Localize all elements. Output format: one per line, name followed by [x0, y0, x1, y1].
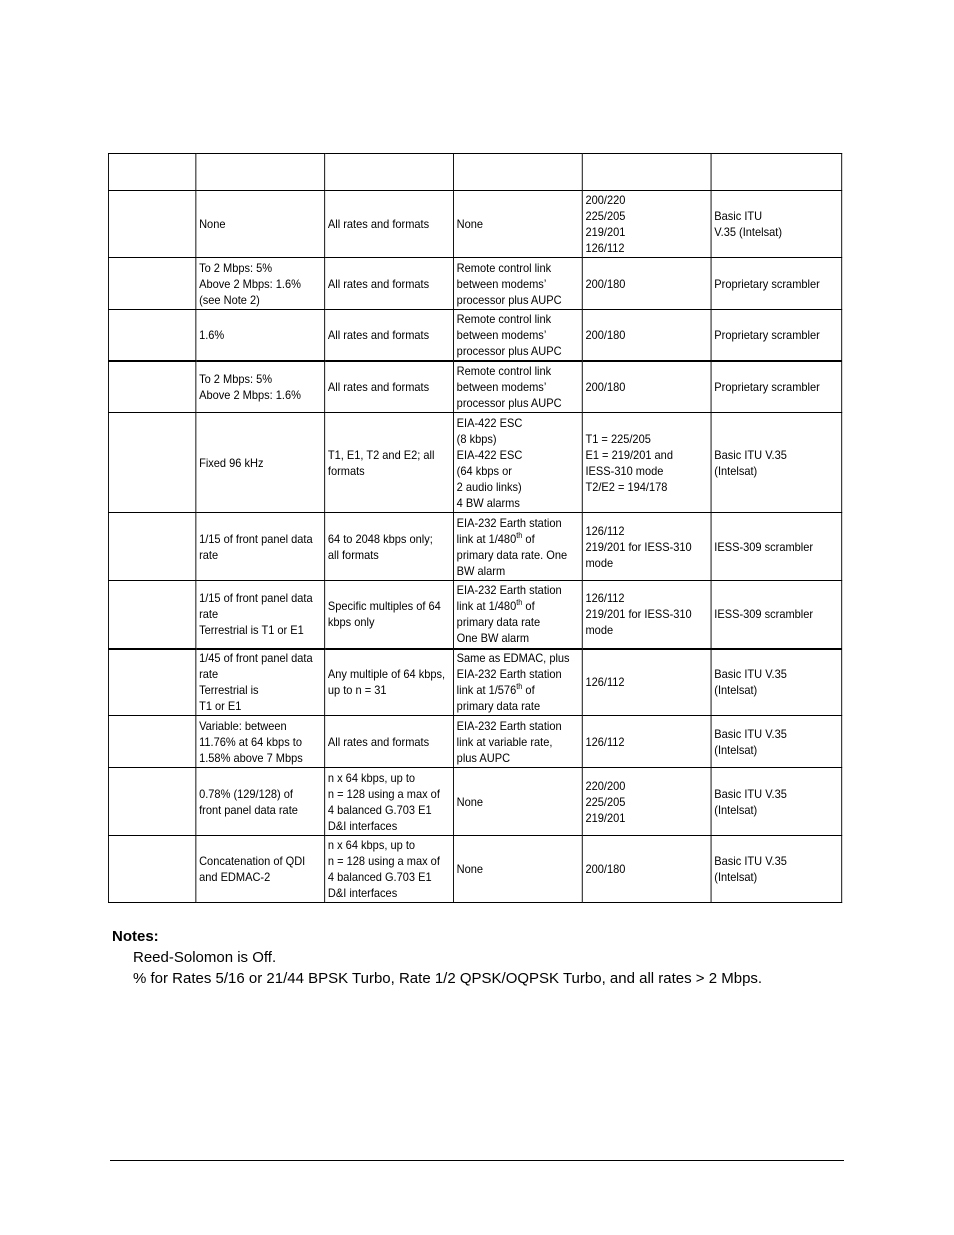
header-cell	[711, 154, 842, 191]
table-cell: Proprietary scrambler	[711, 361, 842, 413]
table-row	[108, 581, 841, 649]
table-cell: Remote control link between modems’ processor plus AUPC	[453, 310, 582, 361]
table-cell: Basic ITU V.35 (Intelsat)	[711, 836, 842, 903]
table-cell	[108, 581, 195, 649]
cell-text: of primary data rate One BW alarm	[456, 599, 541, 646]
table-cell: 126/112 219/201 for IESS-310 mode	[582, 513, 711, 581]
table-cell: 126/112	[582, 649, 711, 716]
table-cell: IESS-309 scrambler	[711, 581, 842, 649]
table-cell: Remote control link between modems’ processor plus AUPC	[453, 258, 582, 310]
header-cell	[196, 154, 325, 191]
table-cell: 200/180	[582, 310, 711, 361]
table-cell	[108, 361, 195, 413]
table-cell	[108, 513, 195, 581]
table-cell: None	[453, 836, 582, 903]
table-cell	[453, 513, 582, 581]
table-cell: 1/15 of front panel data rate	[196, 513, 325, 581]
cell-text: EIA-232 Earth station link at 1/480	[456, 515, 562, 546]
table-cell: 200/180	[582, 361, 711, 413]
table-cell: EIA-232 Earth station link at variable rate, plus AUPC	[453, 716, 582, 768]
table-cell: Proprietary scrambler	[711, 310, 842, 361]
cell-text: EIA-232 Earth station link at 1/480	[456, 583, 562, 614]
table-row	[108, 258, 841, 310]
table-row	[108, 191, 841, 258]
table-cell: 200/220 225/205 219/201 126/112	[582, 191, 711, 258]
notes-section	[112, 926, 892, 989]
table-cell: Fixed 96 kHz	[196, 413, 325, 513]
table-cell: 64 to 2048 kbps only; all formats	[325, 513, 454, 581]
table-cell: None	[196, 191, 325, 258]
table-cell: 1/15 of front panel data rate Terrestrial is T1 or E1	[196, 581, 325, 649]
table-cell	[108, 310, 195, 361]
table-header-row	[108, 154, 841, 191]
table-cell: None	[453, 191, 582, 258]
table-row	[108, 513, 841, 581]
framing-table	[108, 153, 842, 903]
table-cell: T1 = 225/205 E1 = 219/201 and IESS-310 mode T2/E2 = 194/178	[582, 413, 711, 513]
table-row	[108, 768, 841, 836]
table-cell: 1.6%	[196, 310, 325, 361]
table-cell	[108, 768, 195, 836]
table-cell: Basic ITU V.35 (Intelsat)	[711, 768, 842, 836]
table-row	[108, 836, 841, 903]
table-cell: Any multiple of 64 kbps, up to n = 31	[325, 649, 454, 716]
header-cell	[453, 154, 582, 191]
header-cell	[325, 154, 454, 191]
table-cell	[453, 581, 582, 649]
table-row	[108, 361, 841, 413]
table-cell: All rates and formats	[325, 258, 454, 310]
table-cell: n x 64 kbps, up to n = 128 using a max of 4 balanced G.703 E1 D&I interfaces	[325, 768, 454, 836]
table-cell: Basic ITU V.35 (Intelsat)	[711, 191, 842, 258]
table-cell: All rates and formats	[325, 716, 454, 768]
cell-text: Same as EDMAC, plus EIA-232 Earth station link at 1/576	[456, 651, 570, 698]
table-cell: 220/200 225/205 219/201	[582, 768, 711, 836]
table-cell	[108, 258, 195, 310]
table-cell: All rates and formats	[325, 361, 454, 413]
cell-text: of primary data rate	[456, 683, 541, 714]
table-cell: All rates and formats	[325, 310, 454, 361]
table-cell: 200/180	[582, 836, 711, 903]
table-cell: None	[453, 768, 582, 836]
table-row	[108, 649, 841, 716]
table-cell: To 2 Mbps: 5% Above 2 Mbps: 1.6%	[196, 361, 325, 413]
table-row	[108, 413, 841, 513]
table-cell: To 2 Mbps: 5% Above 2 Mbps: 1.6% (see Note 2)	[196, 258, 325, 310]
header-cell	[582, 154, 711, 191]
superscript: th	[516, 682, 523, 692]
header-cell	[108, 154, 195, 191]
table-cell: 126/112 219/201 for IESS-310 mode	[582, 581, 711, 649]
table-cell: Proprietary scrambler	[711, 258, 842, 310]
table-cell: Concatenation of QDI and EDMAC-2	[196, 836, 325, 903]
table-cell: Specific multiples of 64 kbps only	[325, 581, 454, 649]
table-cell: 200/180	[582, 258, 711, 310]
cell-text: of primary data rate. One BW alarm	[456, 531, 568, 578]
table-cell: IESS-309 scrambler	[711, 513, 842, 581]
table-row	[108, 716, 841, 768]
table-cell	[453, 649, 582, 716]
notes-heading: Notes:	[112, 928, 159, 945]
note-item: Reed-Solomon is Off.	[133, 949, 277, 966]
table-cell: Basic ITU V.35 (Intelsat)	[711, 413, 842, 513]
table-cell: 0.78% (129/128) of front panel data rate	[196, 768, 325, 836]
footer-divider	[110, 1160, 844, 1161]
table-cell: 126/112	[582, 716, 711, 768]
table-cell: EIA-422 ESC (8 kbps) EIA-422 ESC (64 kbps or 2 audio links) 4 BW alarms	[453, 413, 582, 513]
table-cell: Basic ITU V.35 (Intelsat)	[711, 716, 842, 768]
table-cell: All rates and formats	[325, 191, 454, 258]
table-cell: Remote control link between modems’ processor plus AUPC	[453, 361, 582, 413]
table-cell: T1, E1, T2 and E2; all formats	[325, 413, 454, 513]
table-cell	[108, 649, 195, 716]
table-row	[108, 310, 841, 361]
table-cell: Basic ITU V.35 (Intelsat)	[711, 649, 842, 716]
superscript: th	[516, 530, 523, 540]
table-cell: n x 64 kbps, up to n = 128 using a max of 4 balanced G.703 E1 D&I interfaces	[325, 836, 454, 903]
superscript: th	[516, 598, 523, 608]
table-cell	[108, 836, 195, 903]
table-cell: 1/45 of front panel data rate Terrestrial is T1 or E1	[196, 649, 325, 716]
table-cell	[108, 413, 195, 513]
table-cell	[108, 191, 195, 258]
table-cell: Variable: between 11.76% at 64 kbps to 1.58% above 7 Mbps	[196, 716, 325, 768]
table-cell	[108, 716, 195, 768]
note-item: % for Rates 5/16 or 21/44 BPSK Turbo, Rate 1/2 QPSK/OQPSK Turbo, and all rates > 2 Mbps.	[133, 970, 763, 987]
